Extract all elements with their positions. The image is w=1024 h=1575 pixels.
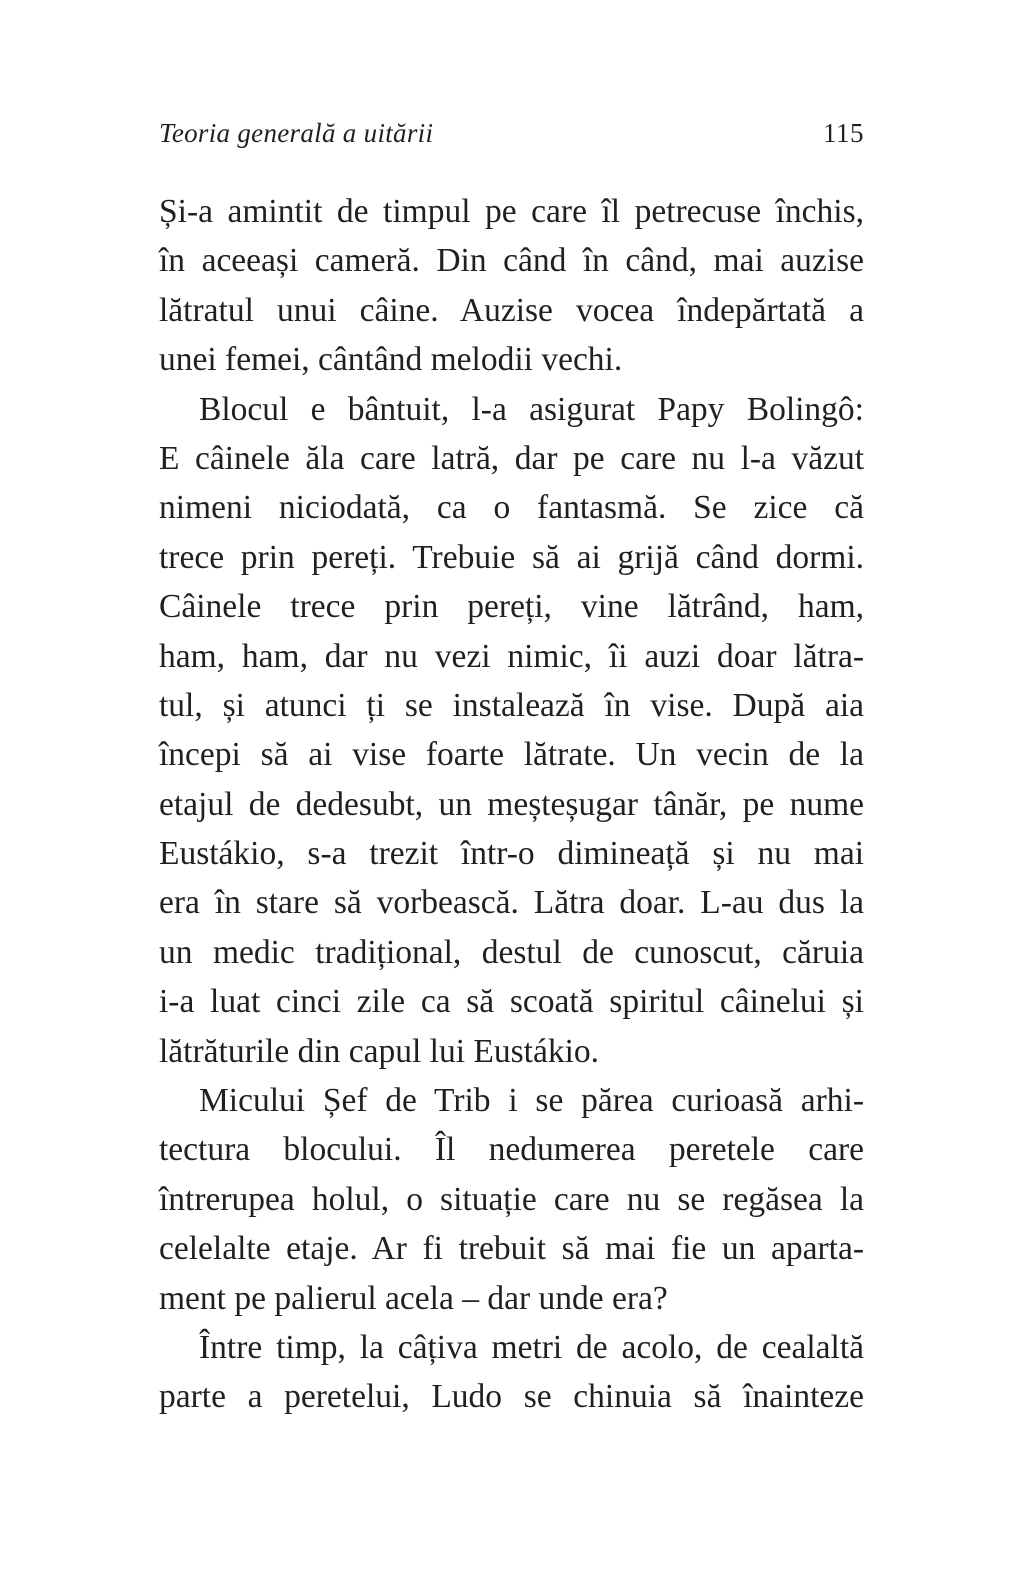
text-line: trece prin pereți. Trebuie să ai grijă când dormi. [159,538,864,576]
text-line: i-a luat cinci zile ca să scoată spiritul câinelui și [159,983,864,1021]
text-line: ment pe palierul acela – dar unde era? [159,1279,668,1317]
text-line: Eustákio, s-a trezit într-o dimineață și nu mai [159,835,864,873]
text-line: Între timp, la câțiva metri de acolo, de cealaltă [199,1328,864,1366]
running-header [159,113,864,153]
text-line: un medic tradițional, destul de cunoscut, căruia [159,933,864,971]
text-line: Micului Șef de Trib i se părea curioasă arhi- [199,1082,864,1120]
text-line: în aceeași cameră. Din când în când, mai auzise [159,242,864,280]
text-line: parte a peretelui, Ludo se chinuia să înainteze [159,1378,864,1416]
text-line: tul, și atunci ți se instalează în vise. După aia [159,686,864,724]
text-line: etajul de dedesubt, un meșteșugar tânăr, pe nume [159,785,864,823]
text-line: nimeni niciodată, ca o fantasmă. Se zice că [159,489,864,527]
page-number: 115 [823,118,864,148]
text-line: era în stare să vorbească. Lătra doar. L-au dus la [159,884,864,922]
text-line: celelalte etaje. Ar fi trebuit să mai fie un aparta- [159,1230,864,1268]
text-line: Câinele trece prin pereți, vine lătrând, ham, [159,588,864,626]
text-line: întrerupea holul, o situație care nu se regăsea la [159,1180,864,1218]
text-line: începi să ai vise foarte lătrate. Un vecin de la [159,736,864,774]
text-line: ham, ham, dar nu vezi nimic, îi auzi doar lătra- [159,637,864,675]
text-line: tectura blocului. Îl nedumerea peretele care [159,1131,864,1169]
text-line: unei femei, cântând melodii vechi. [159,341,623,379]
text-line: E câinele ăla care latră, dar pe care nu l-a văzut [159,439,864,477]
text-line: lătrăturile din capul lui Eustákio. [159,1032,600,1070]
text-line: Blocul e bântuit, l-a asigurat Papy Bolingô: [199,390,864,428]
book-title: Teoria generală a uitării [159,118,434,148]
text-line: Și-a amintit de timpul pe care îl petrecuse închis, [159,193,864,230]
body-text [159,187,864,1422]
text-line: lătratul unui câine. Auzise vocea îndepărtată a [159,291,864,329]
